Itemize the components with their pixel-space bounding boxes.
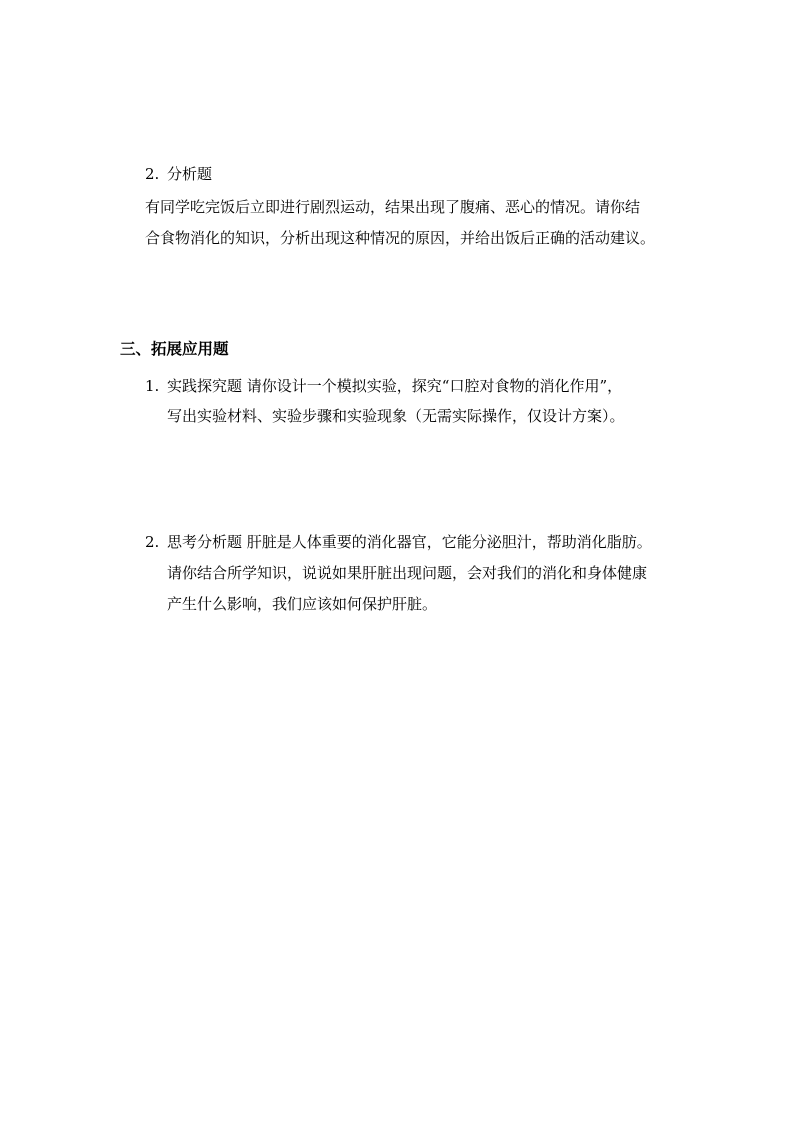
question-2-text-line-2: 合食物消化的知识，分析出现这种情况的原因，并给出饭后正确的活动建议。 <box>145 229 656 247</box>
question-3-2-text-1: 思考分析题 肝脏是人体重要的消化器官，它能分泌胆汁，帮助消化脂肪。 <box>167 533 652 551</box>
question-number: 1. <box>145 377 160 395</box>
question-3-2-line-3: 产生什么影响，我们应该如何保护肝脏。 <box>167 595 438 613</box>
question-3-1-text-1: 实践探究题 请你设计一个模拟实验，探究“口腔对食物的消化作用”， <box>167 377 623 395</box>
question-3-1-line-2: 写出实验材料、实验步骤和实验现象（无需实际操作，仅设计方案）。 <box>167 407 625 425</box>
question-2-text-line-1: 有同学吃完饭后立即进行剧烈运动，结果出现了腹痛、恶心的情况。请你结 <box>145 198 641 216</box>
question-number: 2. <box>145 165 160 183</box>
question-3-1-line-1 <box>145 375 622 397</box>
question-2-title-line <box>145 163 212 185</box>
question-title: 分析题 <box>167 165 213 183</box>
question-3-2-line-1 <box>145 531 652 553</box>
question-number: 2. <box>145 533 160 551</box>
section-3-heading: 三、拓展应用题 <box>120 340 229 358</box>
question-3-2-line-2: 请你结合所学知识，说说如果肝脏出现问题，会对我们的消化和身体健康 <box>167 564 648 582</box>
